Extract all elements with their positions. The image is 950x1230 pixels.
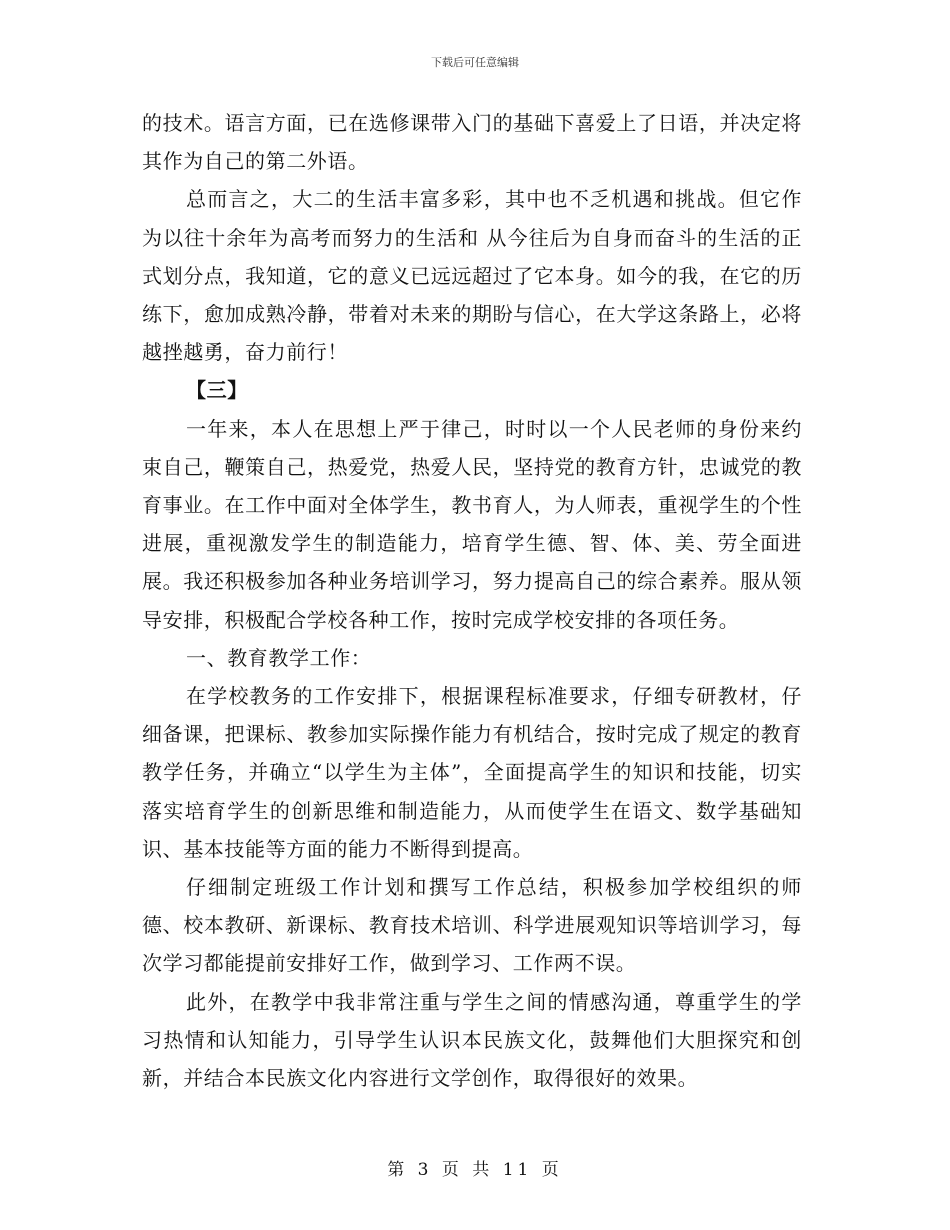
- paragraph-student-communication: 此外，在教学中我非常注重与学生之间的情感沟通，尊重学生的学习热情和认知能力，引导学生认识本民族文化，鼓舞他们大胆探究和创新，并结合本民族文化内容进行文学创作，取得很好的效果。: [142, 989, 802, 1091]
- page-number-footer: 第 3 页 共 11 页: [387, 1160, 563, 1180]
- page-header: 下载后可任意编辑: [431, 56, 519, 69]
- section-heading-three: 【三】: [186, 378, 248, 403]
- paragraph-summary: 总而言之，大二的生活丰富多彩，其中也不乏机遇和挑战。但它作为以往十余年为高考而努力的生活和 从今往后为自身而奋斗的生活的正式划分点，我知道，它的意义已远远超过了它本身。如今的我，在它的历练下，愈加成熟冷静，带着对未来的期盼与信心，在大学这条路上，必将越挫越勇，奋力前行！: [142, 187, 802, 365]
- document-body: [142, 104, 802, 1097]
- subheading-teaching-work: 一、教育教学工作：: [186, 645, 372, 670]
- paragraph-year-review: 一年来，本人在思想上严于律己，时时以一个人民老师的身份来约束自己，鞭策自己，热爱党，热爱人民，坚持党的教育方针，忠诚党的教育事业。在工作中面对全体学生，教书育人，为人师表，重视学生的个性进展，重视激发学生的制造能力，培育学生德、智、体、美、劳全面进展。我还积极参加各种业务培训学习，努力提高自己的综合素养。服从领导安排，积极配合学校各种工作，按时完成学校安排的各项任务。: [142, 416, 802, 632]
- paragraph-class-planning: 仔细制定班级工作计划和撰写工作总结，积极参加学校组织的师德、校本教研、新课标、教育技术培训、科学进展观知识等培训学习，每次学习都能提前安排好工作，做到学习、工作两不误。: [142, 875, 802, 976]
- paragraph-continuation: 的技术。语言方面，已在选修课带入门的基础下喜爱上了日语，并决定将其作为自己的第二外语。: [142, 111, 802, 174]
- paragraph-teaching-details: 在学校教务的工作安排下，根据课程标准要求，仔细专研教材，仔细备课，把课标、教参加实际操作能力有机结合，按时完成了规定的教育教学任务，并确立“以学生为主体”，全面提高学生的知识和技能，切实落实培育学生的创新思维和制造能力，从而使学生在语文、数学基础知识、基本技能等方面的能力不断得到提高。: [142, 684, 802, 861]
